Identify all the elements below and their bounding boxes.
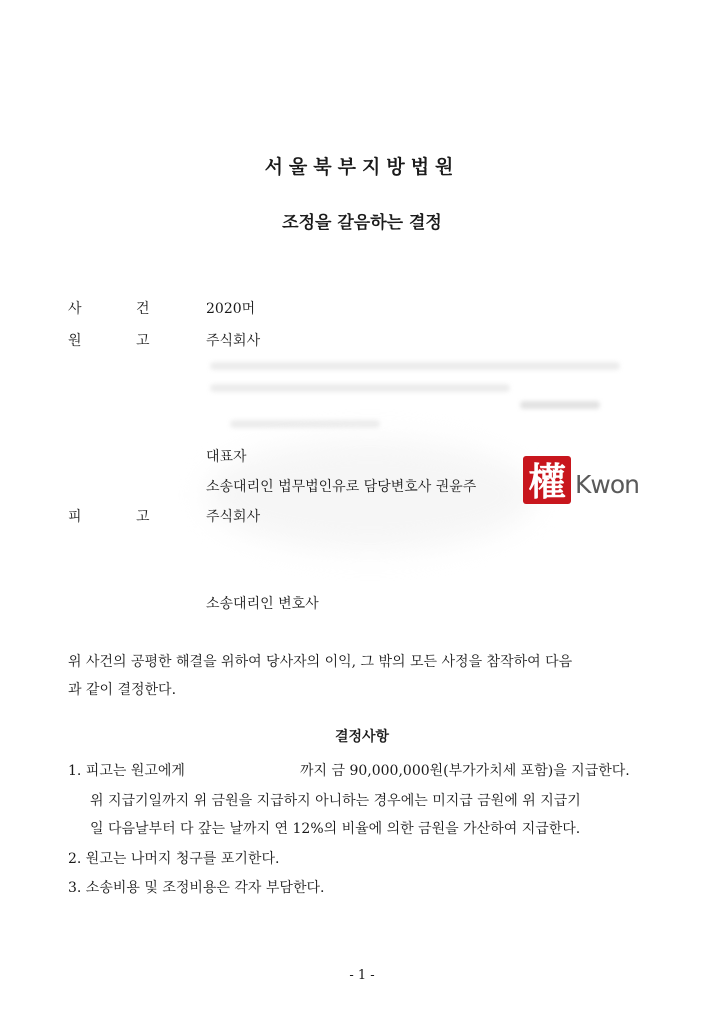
- plaintiff-label-a: 원: [68, 333, 82, 349]
- seal-stamp-icon: [521, 454, 573, 506]
- page-number: - 1 -: [349, 968, 375, 983]
- defendant-label-a: 피: [68, 509, 82, 525]
- redacted-line: [210, 384, 510, 392]
- decision-item-1-line3: 일 다음날부터 다 갚는 날까지 연 12%의 비율에 의한 금원을 가산하여 지급한다.: [90, 821, 581, 837]
- redacted-line: [230, 420, 380, 428]
- seal-text: Kwon: [575, 470, 639, 499]
- defendant-label-b: 고: [136, 509, 150, 525]
- case-label-b: 건: [136, 301, 150, 317]
- plaintiff-agent: 소송대리인 법무법인유로 담당변호사 권윤주: [206, 479, 477, 495]
- decision-heading: 결정사항: [334, 729, 390, 745]
- case-number: 2020머: [206, 301, 256, 317]
- case-label-a: 사: [68, 301, 82, 317]
- decision-item-3: 3. 소송비용 및 조정비용은 각자 부담한다.: [68, 880, 325, 896]
- decision-item-2: 2. 원고는 나머지 청구를 포기한다.: [68, 851, 280, 867]
- redacted-line: [210, 362, 620, 370]
- intro-line-1: 위 사건의 공평한 해결을 위하여 당사자의 이익, 그 밖의 모든 사정을 참작하여 다음: [68, 654, 573, 670]
- redacted-line: [520, 401, 600, 409]
- decision-item-1b: 까지 금 90,000,000원(부가가치세 포함)을 지급한다.: [300, 763, 630, 779]
- intro-line-2: 과 같이 결정한다.: [68, 682, 177, 698]
- plaintiff-representative: 대표자: [206, 449, 247, 465]
- defendant-agent: 소송대리인 변호사: [206, 596, 319, 612]
- document-title: 조정을 갈음하는 결정: [282, 213, 442, 233]
- svg-text:權: 權: [527, 459, 567, 504]
- decision-item-1a: 1. 피고는 원고에게: [68, 763, 185, 779]
- plaintiff-label-b: 고: [136, 333, 150, 349]
- decision-item-1-line2: 위 지급기일까지 위 금원을 지급하지 아니하는 경우에는 미지급 금원에 위 지급기: [90, 793, 581, 809]
- court-name: 서울북부지방법원: [264, 156, 460, 178]
- defendant-name: 주식회사: [206, 509, 261, 525]
- plaintiff-name: 주식회사: [206, 333, 261, 349]
